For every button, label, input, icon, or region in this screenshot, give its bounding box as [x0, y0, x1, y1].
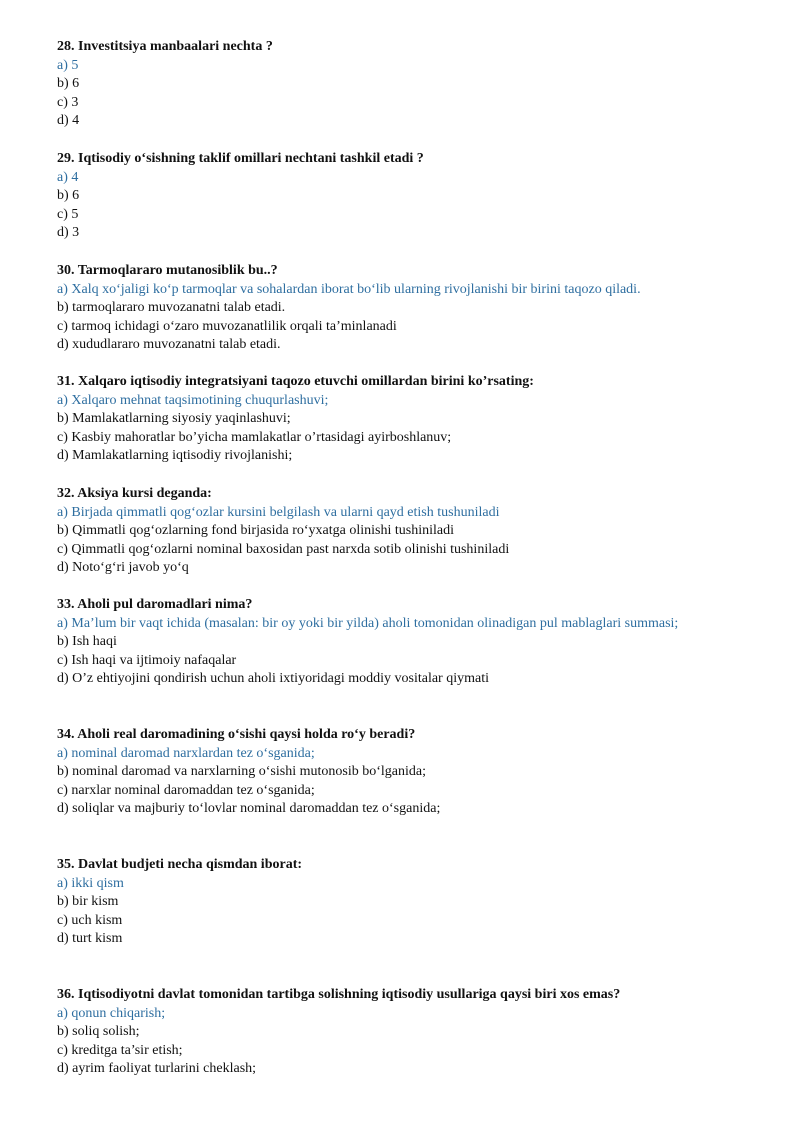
- question-31: [57, 373, 757, 466]
- answer-option-d: d) 3: [57, 225, 80, 241]
- answer-option-c: c) kreditga ta’sir etish;: [57, 1042, 183, 1058]
- question-title: 33. Aholi pul daromadlari nima?: [57, 597, 253, 612]
- answer-option-c: c) 3: [57, 94, 79, 110]
- answer-option-b: b) 6: [57, 188, 80, 204]
- answer-option-b: b) tarmoqlararo muvozanatni talab etadi.: [57, 300, 286, 316]
- answer-option-b: b) Ish haqi: [57, 634, 117, 650]
- question-title: 32. Aksiya kursi deganda:: [57, 486, 212, 501]
- answer-option-d: d) xududlararo muvozanatni talab etadi.: [57, 337, 281, 353]
- answer-option-a: a) Xalq xo‘jaligi ko‘p tarmoqlar va sohalardan iborat bo‘lib ularning rivojlanishi bir birini taqozo qiladi.: [57, 281, 641, 297]
- question-title: 34. Aholi real daromadining o‘sishi qaysi holda ro‘y beradi?: [57, 727, 416, 742]
- question-title: 29. Iqtisodiy o‘sishning taklif omillari nechtani tashkil etadi ?: [57, 151, 424, 166]
- question-29: [57, 150, 757, 243]
- answer-option-a: a) nominal daromad narxlardan tez o‘sganida;: [57, 745, 315, 761]
- answer-option-b: b) Qimmatli qog‘ozlarning fond birjasida ro‘yxatga olinishi tushiniladi: [57, 523, 454, 539]
- answer-option-a: a) 4: [57, 169, 79, 185]
- answer-option-b: b) soliq solish;: [57, 1024, 140, 1040]
- answer-option-c: c) uch kism: [57, 912, 123, 928]
- answer-option-c: c) Kasbiy mahoratlar bo’yicha mamlakatlar o’rtasidagi ayirboshlanuv;: [57, 429, 452, 445]
- question-title: 36. Iqtisodiyotni davlat tomonidan tartibga solishning iqtisodiy usullariga qaysi biri xos emas?: [57, 987, 621, 1002]
- answer-option-c: c) Ish haqi va ijtimoiy nafaqalar: [57, 652, 237, 668]
- answer-option-d: d) Mamlakatlarning iqtisodiy rivojlanishi;: [57, 448, 293, 464]
- answer-option-c: c) Qimmatli qog‘ozlarni nominal baxosidan past narxda sotib olinishi tushiniladi: [57, 541, 510, 557]
- question-28: [57, 38, 757, 131]
- question-32: [57, 485, 757, 578]
- answer-option-a: a) 5: [57, 57, 79, 73]
- question-35: [57, 856, 757, 949]
- answer-option-a: a) Ma’lum bir vaqt ichida (masalan: bir oy yoki bir yilda) aholi tomonidan olinadigan pul mablaglari summasi;: [57, 615, 679, 631]
- answer-option-a: a) qonun chiqarish;: [57, 1005, 166, 1021]
- answer-option-d: d) ayrim faoliyat turlarini cheklash;: [57, 1061, 257, 1077]
- answer-option-d: d) 4: [57, 113, 80, 129]
- answer-option-d: d) Noto‘g‘ri javob yo‘q: [57, 560, 189, 576]
- answer-option-a: a) ikki qism: [57, 875, 124, 891]
- question-title: 28. Investitsiya manbaalari nechta ?: [57, 39, 273, 54]
- answer-option-d: d) O’z ehtiyojini qondirish uchun aholi ixtiyoridagi moddiy vositalar qiymati: [57, 671, 489, 687]
- question-title: 35. Davlat budjeti necha qismdan iborat:: [57, 857, 303, 872]
- answer-option-b: b) nominal daromad va narxlarning o‘sishi mutonosib bo‘lganida;: [57, 764, 426, 780]
- answer-option-a: a) Xalqaro mehnat taqsimotining chuqurlashuvi;: [57, 392, 329, 408]
- question-36: [57, 986, 757, 1079]
- answer-option-c: c) tarmoq ichidagi o‘zaro muvozanatlilik orqali ta’minlanadi: [57, 318, 397, 334]
- question-33: [57, 596, 757, 689]
- question-title: 31. Xalqaro iqtisodiy integratsiyani taqozo etuvchi omillardan birini ko’rsating:: [57, 374, 534, 389]
- answer-option-b: b) Mamlakatlarning siyosiy yaqinlashuvi;: [57, 411, 291, 427]
- answer-option-a: a) Birjada qimmatli qog‘ozlar kursini belgilash va ularni qayd etish tushuniladi: [57, 504, 500, 520]
- answer-option-b: b) 6: [57, 76, 80, 92]
- answer-option-b: b) bir kism: [57, 894, 119, 910]
- question-title: 30. Tarmoqlararo mutanosiblik bu..?: [57, 263, 278, 278]
- question-34: [57, 726, 757, 819]
- answer-option-d: d) soliqlar va majburiy to‘lovlar nominal daromaddan tez o‘sganida;: [57, 801, 441, 817]
- answer-option-c: c) 5: [57, 206, 79, 222]
- question-30: [57, 262, 757, 355]
- answer-option-c: c) narxlar nominal daromaddan tez o‘sganida;: [57, 782, 315, 798]
- answer-option-d: d) turt kism: [57, 931, 123, 947]
